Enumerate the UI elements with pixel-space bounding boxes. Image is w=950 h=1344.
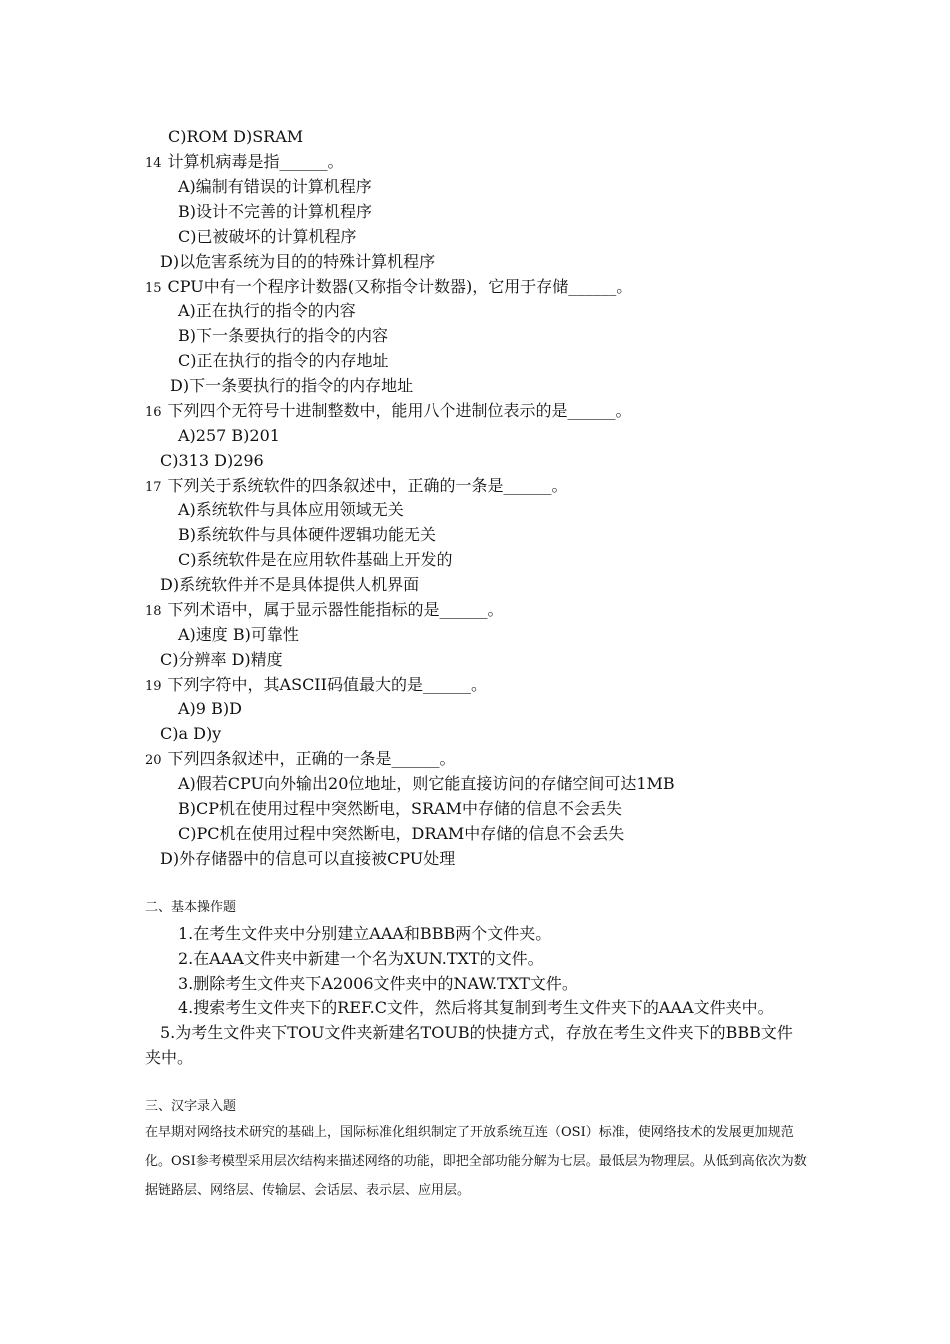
question-stem: 下列四个无符号十进制整数中，能用八个进制位表示的是______。	[167, 401, 632, 420]
q14-option-c: C)已被破坏的计算机程序	[178, 227, 357, 246]
section-3-title: 三、汉字录入题	[145, 1099, 237, 1114]
question-number: 16	[145, 405, 162, 420]
question-15	[145, 277, 632, 299]
question-number: 14	[145, 156, 162, 171]
q18-options-cd: C)分辨率 D)精度	[160, 650, 283, 669]
section-2-item: 5.为考生文件夹下TOU文件夹新建名TOUB的快捷方式，存放在考生文件夹下的BBB文件	[160, 1023, 793, 1042]
question-16	[145, 401, 632, 423]
question-19	[145, 675, 487, 697]
question-stem: 计算机病毒是指______。	[167, 152, 344, 171]
question-number: 18	[145, 604, 162, 619]
q15-option-a: A)正在执行的指令的内容	[178, 301, 356, 320]
section-2-title: 二、基本操作题	[145, 900, 237, 915]
question-17	[145, 476, 568, 498]
q17-option-b: B)系统软件与具体硬件逻辑功能无关	[178, 525, 437, 544]
q14-option-a: A)编制有错误的计算机程序	[178, 177, 372, 196]
section-2-item: 2.在AAA文件夹中新建一个名为XUN.TXT的文件。	[178, 949, 544, 968]
q15-option-b: B)下一条要执行的指令的内容	[178, 326, 389, 345]
q20-option-d: D)外存储器中的信息可以直接被CPU处理	[160, 849, 456, 868]
q19-options-ab: A)9 B)D	[178, 699, 242, 718]
q20-option-c: C)PC机在使用过程中突然断电，DRAM中存储的信息不会丢失	[178, 824, 625, 843]
section-2-item: 1.在考生文件夹中分别建立AAA和BBB两个文件夹。	[178, 924, 552, 943]
section-2-item: 4.搜索考生文件夹下的REF.C文件，然后将其复制到考生文件夹下的AAA文件夹中。	[178, 998, 774, 1017]
question-number: 15	[145, 281, 162, 296]
question-20	[145, 749, 456, 771]
question-number: 17	[145, 480, 162, 495]
question-stem: 下列四条叙述中，正确的一条是______。	[167, 749, 456, 768]
q17-option-a: A)系统软件与具体应用领域无关	[178, 500, 404, 519]
q20-option-b: B)CP机在使用过程中突然断电，SRAM中存储的信息不会丢失	[178, 799, 622, 818]
section-2-item: 3.删除考生文件夹下A2006文件夹中的NAW.TXT文件。	[178, 974, 578, 993]
q17-option-c: C)系统软件是在应用软件基础上开发的	[178, 550, 453, 569]
question-18	[145, 600, 504, 622]
q19-options-cd: C)a D)y	[160, 724, 222, 743]
question-number: 19	[145, 679, 162, 694]
q20-option-a: A)假若CPU向外输出20位地址，则它能直接访问的存储空间可达1MB	[178, 774, 675, 793]
question-14	[145, 152, 344, 174]
question-stem: 下列字符中，其ASCII码值最大的是______。	[167, 675, 487, 694]
q14-option-b: B)设计不完善的计算机程序	[178, 202, 373, 221]
q13-option-cd: C)ROM D)SRAM	[168, 127, 304, 146]
section-3-paragraph: 在早期对网络技术研究的基础上，国际标准化组织制定了开放系统互连（OSI）标准，使网络技术的发展更加规范化。OSI参考模型采用层次结构来描述网络的功能，即把全部功能分解为七层。最低层为物理层。从低到高依次为数据链路层、网络层、传输层、会话层、表示层、应用层。	[145, 1125, 807, 1198]
section-2-item: 夹中。	[145, 1048, 194, 1067]
q16-options-ab: A)257 B)201	[178, 426, 280, 445]
question-stem: 下列关于系统软件的四条叙述中，正确的一条是______。	[167, 476, 568, 495]
question-number: 20	[145, 753, 162, 768]
question-stem: CPU中有一个程序计数器(又称指令计数器)，它用于存储______。	[167, 277, 633, 296]
q15-option-c: C)正在执行的指令的内存地址	[178, 351, 389, 370]
question-stem: 下列术语中，属于显示器性能指标的是______。	[167, 600, 504, 619]
q18-options-ab: A)速度 B)可靠性	[178, 625, 299, 644]
q17-option-d: D)系统软件并不是具体提供人机界面	[160, 575, 420, 594]
q14-option-d: D)以危害系统为目的的特殊计算机程序	[160, 252, 436, 271]
q16-options-cd: C)313 D)296	[160, 451, 264, 470]
q15-option-d: D)下一条要执行的指令的内存地址	[170, 376, 414, 395]
